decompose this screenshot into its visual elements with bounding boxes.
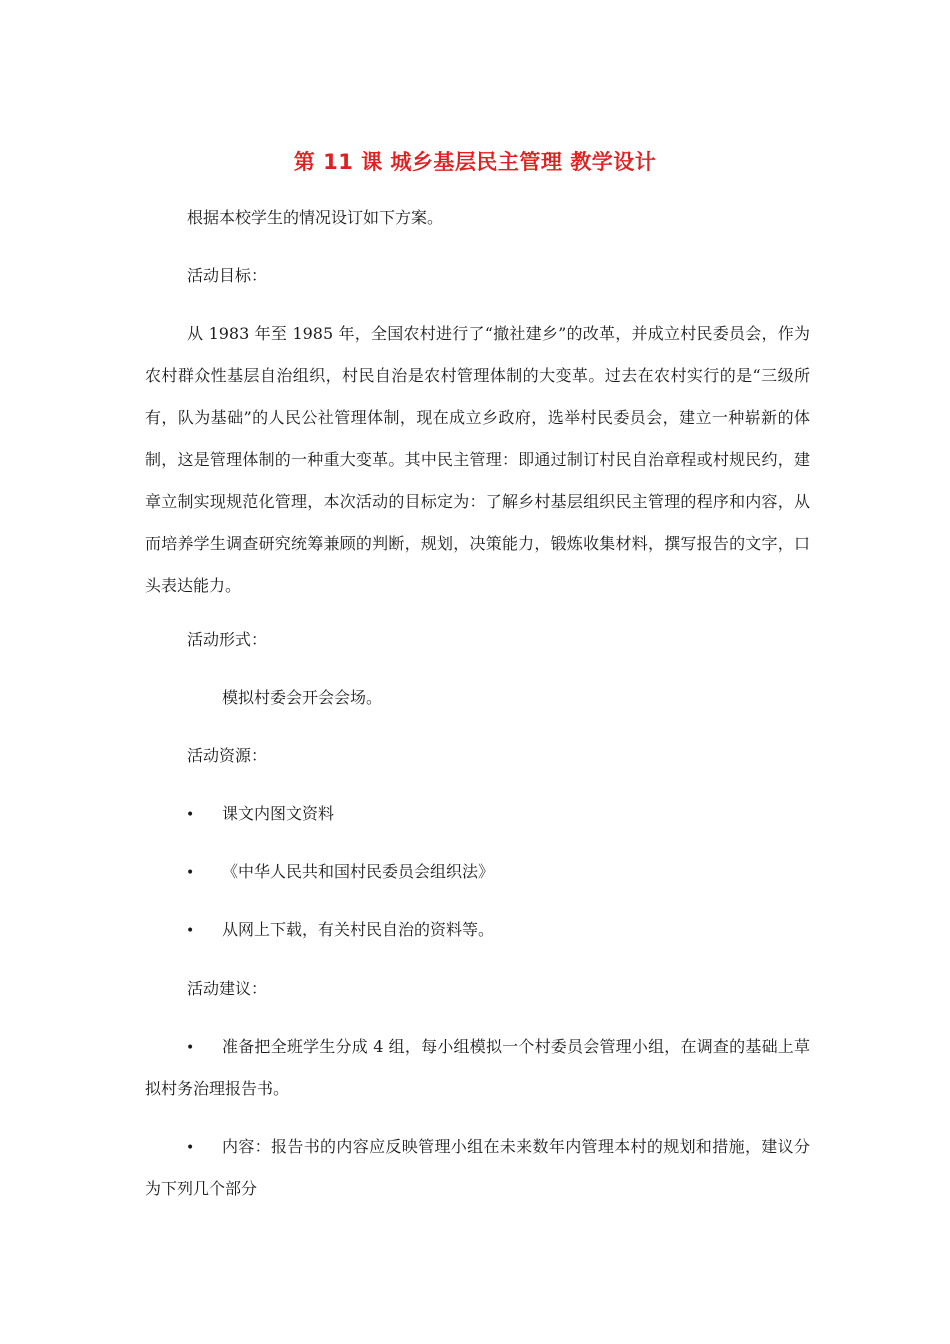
- suggestion-item: 内容：报告书的内容应反映管理小组在未来数年内管理本村的规划和措施，建议分为下列几个部分: [145, 1137, 810, 1198]
- resource-item: 《中华人民共和国村民委员会组织法》: [222, 862, 495, 881]
- bullet-icon: •: [186, 1040, 195, 1056]
- goal-heading: 活动目标：: [187, 266, 268, 285]
- bullet-icon: •: [186, 865, 195, 881]
- bullet-icon: •: [186, 923, 195, 939]
- goal-paragraph: 从 1983 年至 1985 年，全国农村进行了“撤社建乡”的改革，并成立村民委员会，作为农村群众性基层自治组织，村民自治是农村管理体制的大变革。过去在农村实行的是“三级所有，队为基础”的人民公社管理体制，现在成立乡政府，选举村民委员会，建立一种崭新的体制，这是管理体制的一种重大变革。其中民主管理：即通过制订村民自治章程或村规民约，建章立制实现规范化管理，本次活动的目标定为：了解乡村基层组织民主管理的程序和内容，从而培养学生调查研究统筹兼顾的判断，规划，决策能力，锻炼收集材料，撰写报告的文字，口头表达能力。: [145, 324, 810, 595]
- bullet-icon: •: [186, 807, 195, 823]
- resource-item: 从网上下载，有关村民自治的资料等。: [222, 920, 495, 939]
- page-title: 第 11 课 城乡基层民主管理 教学设计: [293, 150, 657, 174]
- form-heading: 活动形式：: [187, 630, 268, 649]
- intro-text: 根据本校学生的情况设订如下方案。: [187, 208, 444, 227]
- form-text: 模拟村委会开会会场。: [222, 688, 383, 707]
- suggest-heading: 活动建议：: [187, 979, 268, 998]
- bullet-icon: •: [186, 1140, 195, 1156]
- suggestion-item: 准备把全班学生分成 4 组，每小组模拟一个村委员会管理小组，在调查的基础上草拟村务治理报告书。: [145, 1037, 810, 1098]
- resource-heading: 活动资源：: [187, 746, 268, 765]
- resource-item: 课文内图文资料: [222, 804, 335, 823]
